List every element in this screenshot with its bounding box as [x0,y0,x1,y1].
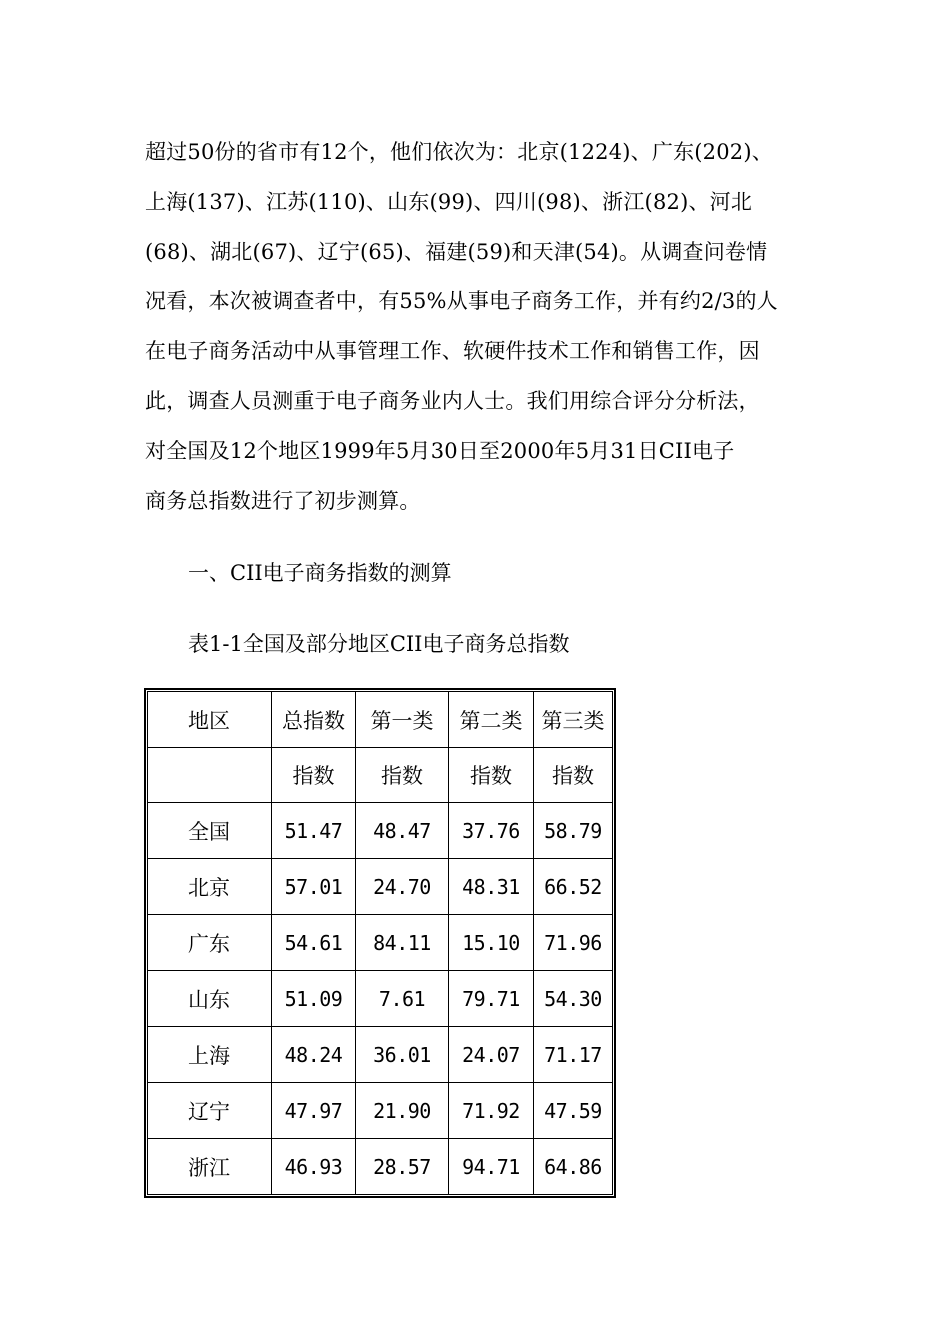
class2-index-cell: 71.92 [449,1083,534,1139]
class2-index-cell: 48.31 [449,859,534,915]
class2-index-cell: 24.07 [449,1027,534,1083]
subheader-cell-total: 指数 [272,748,356,803]
total-index-cell: 57.01 [272,859,356,915]
subheader-cell-region [148,748,272,803]
total-index-cell: 51.47 [272,803,356,859]
paragraph-line: 在电子商务活动中从事管理工作、软硬件技术工作和销售工作，因 [145,339,760,364]
class3-index-cell: 47.59 [534,1083,613,1139]
paragraph-line: 上海(137)、江苏(110)、山东(99)、四川(98)、浙江(82)、河北 [145,189,753,214]
class3-index-cell: 71.96 [534,915,613,971]
region-cell: 山东 [148,971,272,1027]
class1-index-cell: 48.47 [356,803,449,859]
class3-index-cell: 71.17 [534,1027,613,1083]
class1-index-cell: 7.61 [356,971,449,1027]
class2-index-cell: 79.71 [449,971,534,1027]
table-subheader-row [148,748,613,803]
class3-index-cell: 64.86 [534,1139,613,1195]
region-cell: 上海 [148,1027,272,1083]
region-cell: 全国 [148,803,272,859]
class3-index-cell: 54.30 [534,971,613,1027]
table-row [148,915,613,971]
class1-index-cell: 36.01 [356,1027,449,1083]
header-cell-class2: 第二类 [449,692,534,748]
class1-index-cell: 84.11 [356,915,449,971]
table-caption: 表1-1全国及部分地区CII电子商务总指数 [188,632,570,656]
region-cell: 辽宁 [148,1083,272,1139]
paragraph-line: 超过50份的省市有12个，他们依次为：北京(1224)、广东(202)、 [145,140,773,164]
class1-index-cell: 28.57 [356,1139,449,1195]
header-cell-class1: 第一类 [356,692,449,748]
subheader-cell-class1: 指数 [356,748,449,803]
header-cell-class3: 第三类 [534,692,613,748]
index-table-frame [144,688,616,1198]
table-header-row [148,692,613,748]
table-row [148,859,613,915]
table-row [148,971,613,1027]
section-heading: 一、CII电子商务指数的测算 [188,561,452,585]
table-row [148,803,613,859]
class3-index-cell: 58.79 [534,803,613,859]
table-row [148,1083,613,1139]
region-cell: 北京 [148,859,272,915]
class1-index-cell: 21.90 [356,1083,449,1139]
class1-index-cell: 24.70 [356,859,449,915]
header-cell-total: 总指数 [272,692,356,748]
class2-index-cell: 15.10 [449,915,534,971]
subheader-cell-class2: 指数 [449,748,534,803]
total-index-cell: 48.24 [272,1027,356,1083]
header-cell-region: 地区 [148,692,272,748]
table-row [148,1027,613,1083]
paragraph-line: 对全国及12个地区1999年5月30日至2000年5月31日CII电子 [145,438,735,463]
region-cell: 广东 [148,915,272,971]
index-table [147,691,613,1195]
class3-index-cell: 66.52 [534,859,613,915]
class2-index-cell: 94.71 [449,1139,534,1195]
paragraph-line: (68)、湖北(67)、辽宁(65)、福建(59)和天津(54)。从调查问卷情 [145,239,768,264]
total-index-cell: 54.61 [272,915,356,971]
total-index-cell: 46.93 [272,1139,356,1195]
table-row [148,1139,613,1195]
paragraph-line: 此，调查人员测重于电子商务业内人士。我们用综合评分分析法， [145,388,760,413]
class2-index-cell: 37.76 [449,803,534,859]
intro-paragraph [145,128,815,526]
paragraph-line: 况看，本次被调查者中，有55%从事电子商务工作，并有约2/3的人 [145,289,778,314]
paragraph-line: 商务总指数进行了初步测算。 [145,488,421,513]
region-cell: 浙江 [148,1139,272,1195]
total-index-cell: 47.97 [272,1083,356,1139]
subheader-cell-class3: 指数 [534,748,613,803]
total-index-cell: 51.09 [272,971,356,1027]
